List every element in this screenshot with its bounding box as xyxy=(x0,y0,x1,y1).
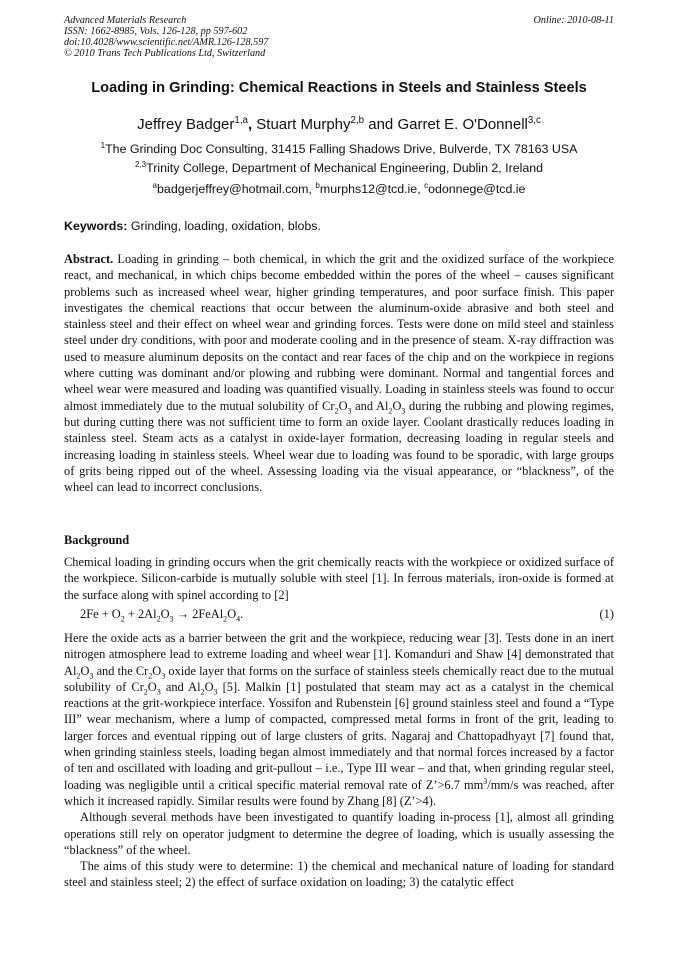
journal-header xyxy=(64,15,484,59)
abstract-text: Loading in grinding – both chemical, in which the grit and the oxidized surface of the workpiece react, and mechanical, in which chips become embedded within the pores of the wheel – causes significant problems such as increased wheel wear, higher grinding temperatures, and poor surface finish. This paper investigates the chemical reactions that occur between the aluminum-oxide abrasive and both steel and stainless steel and their effect on wheel wear and grinding forces. Tests were done on mild steel and stainless steel under dry conditions, with poor and moderate cooling and in the presence of steam. X-ray diffraction was used to measure aluminum deposits on the contact and rear faces of the chip and on the workpiece in regions where cutting was dominant and/or plowing and rubbing were dominant. Normal and tangential forces and wheel wear were measured and loading was quantified visually. Loading in stainless steels was found to occur almost immediately due to the mutual solubility of xyxy=(64,252,614,413)
author-sup: 1,a xyxy=(234,115,248,126)
formula-al2o3: $Al_2O_3$ xyxy=(188,679,218,697)
formula-cr2o3: $Cr_2O_3$ xyxy=(131,679,161,697)
email-sup: c xyxy=(424,180,429,190)
and-word: and xyxy=(368,116,394,133)
affiliation-text: The Grinding Doc Consulting, 31415 Falling Shadows Drive, Bulverde, TX 78163 USA xyxy=(105,142,578,156)
issn-line: ISSN: 1662-8985, Vols. 126-128, pp 597-602 xyxy=(64,26,248,37)
author-name: Stuart Murphy xyxy=(256,116,351,133)
author-line: Jeffrey Badger$^{1,a}$, Stuart Murphy$^{2,b}$ and Garret E. O'Donnell$^{3,c}$ xyxy=(137,115,541,133)
copyright-line: © 2010 Trans Tech Publications Ltd, Switzerland xyxy=(64,48,266,59)
online-date: Online: 2010-08-11 xyxy=(533,15,614,26)
email-sup: a xyxy=(152,180,158,190)
affiliation xyxy=(0,142,678,156)
paper-title: Loading in Grinding: Chemical Reactions in Steels and Stainless Steels xyxy=(91,80,587,96)
email-sup: b xyxy=(315,180,320,190)
equation-1: $2Fe + O_2 + 2Al_2O_3$ → $2FeAl_2O_4$. (1) xyxy=(80,607,614,624)
section-heading: Background xyxy=(64,533,130,547)
formula-cr2o3: $Cr_2O_3$ xyxy=(322,398,352,416)
formula-al2o3: $Al_2O_3$ xyxy=(64,663,94,681)
email[interactable]: odonnege@tcd.ie xyxy=(428,182,526,196)
paragraph: Chemical loading in grinding occurs when the grit chemically reacts with the workpiece or oxidized surface of the workpiece. Silicon-carbide is mutually soluble with steel [1]. In ferrous materials, iron-oxide is formed at the surface along with spinel according to [2] xyxy=(64,555,614,602)
keywords-text: Grinding, loading, oxidation, blobs. xyxy=(130,219,321,233)
paragraph: Here the oxide acts as a barrier between the grit and the workpiece, reducing wear [3]. Tests done in an inert nitrogen atmosphere lead to extreme loading and wheel wear [1]. Komanduri and Shaw [4] demonstrated that $Al_2O_3$ and the $Cr_2O_3$ oxide layer that forms on the surface of stainless steels chemically react due to the mutual solubility of $Cr_2O_3$ and $Al_2O_3$ [5]. Malkin [1] postulated that steam may act as a catalyst in the chemical reactions at the grit-workpiece interface. Yossifon and Rubenstein [6] ground stainless steel and found a “Type III” wear mechanism, where a lump of compacted, compressed metal forms in front of the grit, leading to larger forces and eventual ripping out of large clusters of grits. Nagaraj and Chattopadhyayt [7] found that, when grinding stainless steels, loading began almost immediately and that normal forces increased by a factor of ten and oscillated with loading and grit-pullout – i.e., Type III wear – and that, when grinding regular steel, loading was negligible until a critical specific material removal rate of Z’>6.7 $mm^3/mm/s$ was reached, after which it increased rapidly. Similar results were found by Zhang [8] (Z’>4). xyxy=(64,631,614,808)
abstract-label: Abstract. xyxy=(64,252,114,266)
email[interactable]: badgerjeffrey@hotmail.com xyxy=(157,182,309,196)
email[interactable]: murphs12@tcd.ie xyxy=(319,182,418,196)
affiliation-sup: 2,3 xyxy=(134,159,147,169)
doi-line[interactable]: doi:10.4028/www.scientific.net/AMR.126-128.597 xyxy=(64,37,269,48)
email-line: $^a$badgerjeffrey@hotmail.com, $^b$murphs12@tcd.ie, $^c$odonnege@tcd.ie xyxy=(152,180,526,196)
keywords-label: Keywords: xyxy=(64,219,128,233)
keywords xyxy=(64,219,321,233)
paragraph: The aims of this study were to determine: 1) the chemical and mechanical nature of loading for standard steel and stainless steel; 2) the effect of surface oxidation on loading; 3) the catalytic effect xyxy=(64,859,614,890)
author-sup: 3,c xyxy=(527,115,541,126)
affiliation-sup: 1 xyxy=(100,140,106,150)
equation-number: (1) xyxy=(599,607,614,621)
author-sup: 2,b xyxy=(350,115,365,126)
affiliation xyxy=(0,161,678,175)
author-name: Garret E. O'Donnell xyxy=(397,116,528,133)
formula-al2o3: $Al_2O_3$ xyxy=(376,398,406,416)
abstract-text: during the rubbing and plowing regimes, but during cutting there was not sufficient time to form an oxide layer. Coolant drastically reduces loading in stainless steel. Steam acts as a catalyst in oxide-layer formation, decreasing loading in regular steels and increasing loading in stainless steels. Wheel wear due to loading was found to be sporadic, with large groups of grits being ripped out of the wheel. Assessing loading via the visual appearance, or “blackness”, of the wheel can lead to incorrect conclusions. xyxy=(64,398,614,495)
abstract: Abstract. Loading in grinding – both chemical, in which the grit and the oxidized surface of the workpiece react, and mechanical, in which chips become embedded within the pores of the wheel – causes significant problems such as increased wheel wear, higher grinding temperatures, and poor surface finish. This paper investigates the chemical reactions that occur between the aluminum-oxide abrasive and both steel and stainless steel and their effect on wheel wear and grinding forces. Tests were done on mild steel and stainless steel under dry conditions, with poor and moderate cooling and in the presence of steam. X-ray diffraction was used to measure aluminum deposits on the contact and rear faces of the chip and on the workpiece in regions where cutting was dominant and/or plowing and rubbing were dominant. Normal and tangential forces and wheel wear were measured and loading was quantified visually. Loading in stainless steels was found to occur almost immediately due to the mutual solubility of $Cr_2O_3$ and $Al_2O_3$ during the rubbing and plowing regimes, but during cutting there was not sufficient time to form an oxide layer. Coolant drastically reduces loading in stainless steel. Steam acts as a catalyst in oxide-layer formation, decreasing loading in regular steels and increasing loading in stainless steels. Wheel wear due to loading was found to be sporadic, with large groups of grits being ripped out of the wheel. Assessing loading via the visual appearance, or “blackness”, of the wheel can lead to incorrect conclusions. xyxy=(64,252,614,495)
affiliation-text: Trinity College, Department of Mechanical Engineering, Dublin 2, Ireland xyxy=(146,161,544,175)
background-intro xyxy=(64,554,614,603)
author-name: Jeffrey Badger xyxy=(137,116,235,133)
journal-name: Advanced Materials Research xyxy=(64,15,187,26)
paragraph: Although several methods have been investigated to quantify loading in-process [1], almost all grinding operations still rely on operator judgment to determine the degree of loading, which is usually assessing the “blackness” of the wheel. xyxy=(64,810,614,857)
background-body xyxy=(64,630,614,891)
formula-cr2o3: $Cr_2O_3$ xyxy=(135,663,166,681)
